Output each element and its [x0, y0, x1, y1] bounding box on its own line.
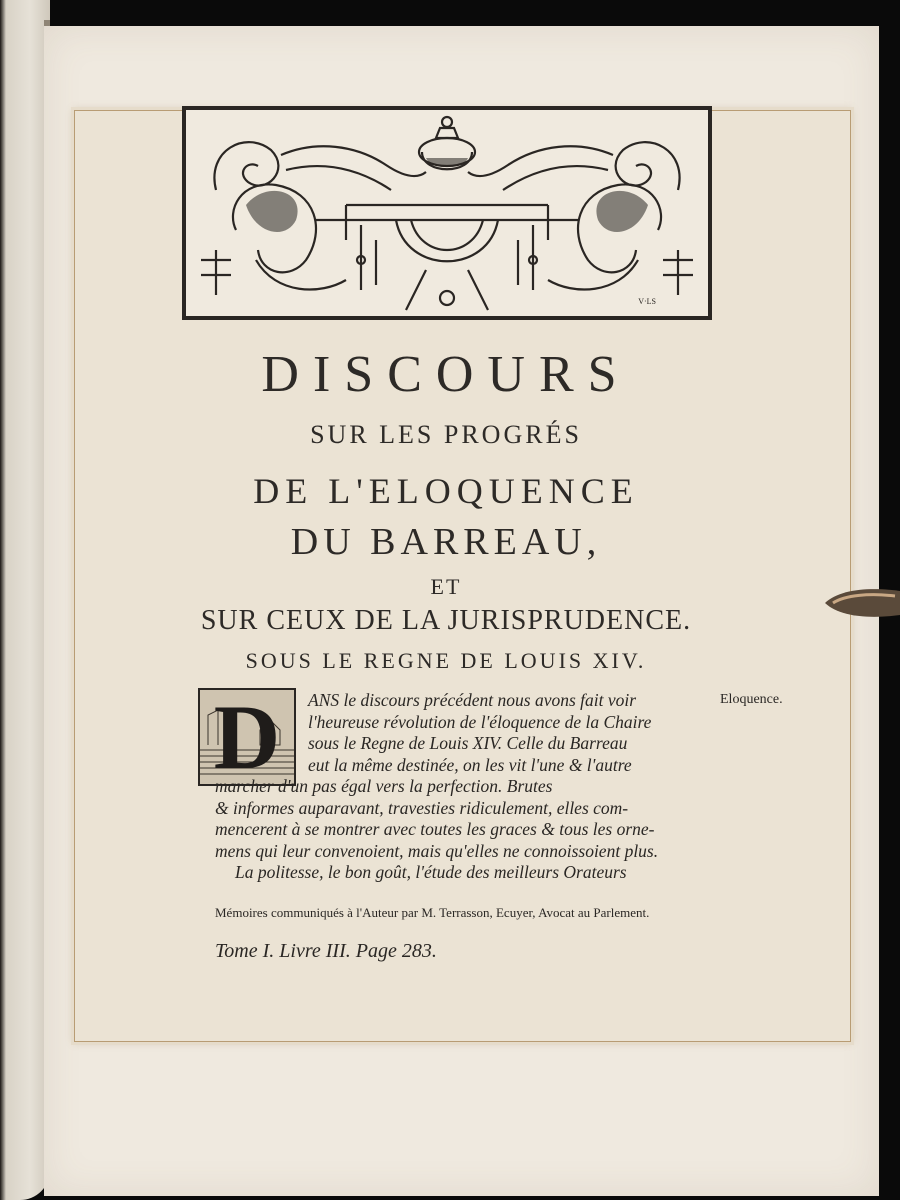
title-line-2: DE L'ELOQUENCE [253, 471, 639, 511]
ornamental-headpiece [182, 106, 712, 320]
body-line: sous le Regne de Louis XIV. Celle du Barreau [308, 733, 628, 753]
margin-note: Eloquence. [720, 692, 783, 707]
headpiece-engraving [186, 110, 708, 316]
page-signature: Tome I. Livre III. Page 283. [215, 940, 437, 962]
page-title: DISCOURS [261, 346, 631, 403]
title-line-3: DU BARREAU, [290, 521, 602, 563]
title-line-5: SUR CEUX DE LA JURISPRUDENCE. [200, 605, 692, 636]
title-line-4: ET [430, 574, 462, 599]
initial-letter: D [213, 688, 281, 786]
page-clip-icon [825, 585, 900, 621]
body-line: & informes auparavant, travesties ridiculement, elles com- [215, 797, 629, 818]
body-line: mens qui leur convenoient, mais qu'elles ne connoissoient plus. [215, 840, 659, 861]
left-page-edge [0, 0, 50, 1200]
title-line-6: SOUS LE REGNE DE LOUIS XIV. [245, 648, 647, 673]
body-line: mencerent à se montrer avec toutes les graces & tous les orne- [215, 819, 655, 839]
title-line-1: SUR LES PROGRÉS [310, 420, 582, 449]
body-line: ANS le discours précédent nous avons fait voir [308, 690, 637, 710]
body-line: eut la même destinée, on les vit l'une & l'autre [308, 754, 632, 775]
body-line: l'heureuse révolution de l'éloquence de la Chaire [308, 711, 652, 732]
footnote: Mémoires communiqués à l'Auteur par M. Terrasson, Ecuyer, Avocat au Parlement. [215, 905, 650, 920]
body-paragraph [215, 690, 710, 884]
engraver-signature: V·LS [638, 297, 656, 306]
body-line: marcher d'un pas égal vers la perfection. Brutes [215, 776, 553, 796]
body-line: La politesse, le bon goût, l'étude des meilleurs Orateurs [235, 862, 627, 882]
